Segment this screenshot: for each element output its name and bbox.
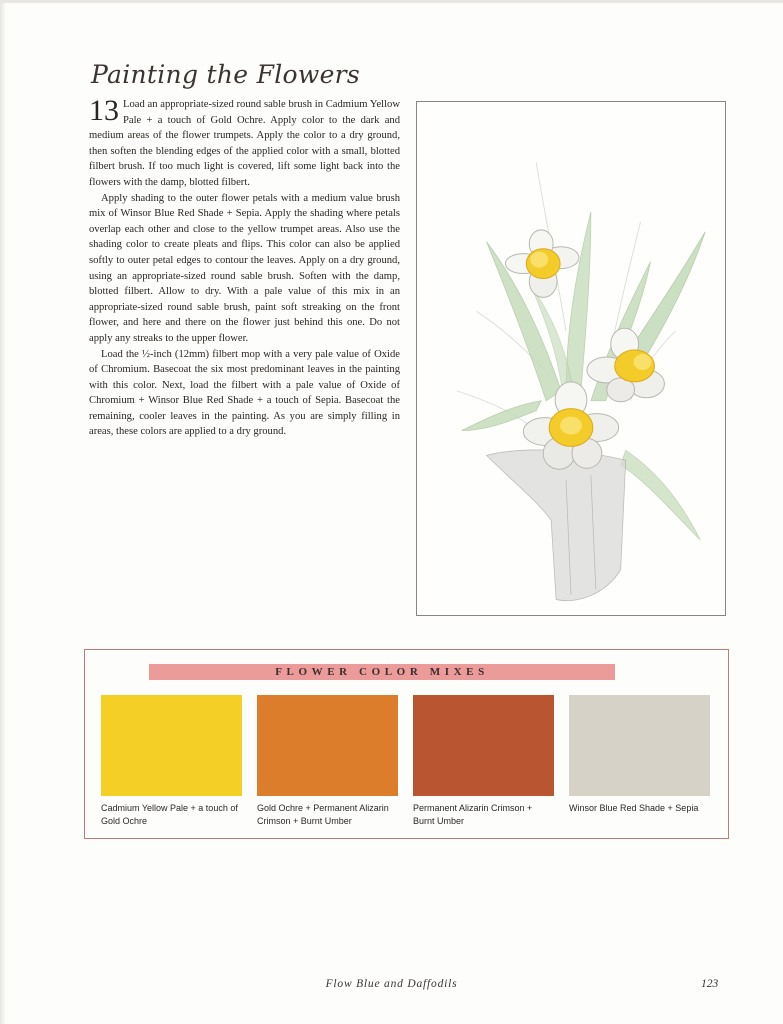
page-number: 123 — [701, 978, 719, 990]
color-mixes-title: FLOWER COLOR MIXES — [149, 664, 615, 680]
section-title: Painting the Flowers — [91, 60, 361, 89]
step-number: 13 — [89, 94, 119, 127]
instruction-text — [89, 94, 400, 440]
swatch-card — [413, 695, 556, 827]
swatch-card — [257, 695, 400, 827]
swatch-label: Cadmium Yellow Pale + a touch of Gold Ochre — [101, 803, 238, 826]
paragraph-1 — [89, 94, 400, 191]
daffodil-painting — [416, 101, 726, 616]
color-swatch — [101, 695, 242, 796]
swatch-card — [101, 695, 244, 827]
swatch-card — [569, 695, 712, 815]
swatch-label: Gold Ochre + Permanent Alizarin Crimson + Burnt Umber — [257, 803, 389, 826]
page-edge-shadow — [0, 0, 6, 1024]
paragraph-2: Apply shading to the outer flower petals with a medium value brush mix of Winsor Blue Red Shade + Sepia. Apply the shading where petals overlap each other and close to the yellow trumpet areas. Also use the shading color to create pleats and flips. This color can also be applied softly to outer petal edges to contour the leaves. Apply on a dry ground, using an appropriate-sized round sable brush. Soften with the damp, blotted filbert. Allow to dry. With a pale value of this mix in an appropriate-sized round sable brush, paint soft streaking on the front flower, and here and there on the flower just behind this one. Do not apply any streaks to the upper flower. — [89, 192, 400, 344]
page-top-edge — [0, 0, 783, 3]
color-swatch — [257, 695, 398, 796]
color-swatch — [569, 695, 710, 796]
running-footer-title: Flow Blue and Daffodils — [325, 978, 458, 990]
paragraph-3: Load the ½-inch (12mm) filbert mop with a very pale value of Oxide of Chromium. Basecoat the six most predominant leaves in the painting with this color. Next, load the filbert with a pale value of Oxide of Chromium + Winsor Blue Red Shade + a touch of Sepia. Basecoat the remaining, cooler leaves in the painting. As you are simply filling in areas, these colors are applied to a dry ground. — [89, 348, 400, 438]
vase — [487, 450, 626, 601]
swatch-label: Permanent Alizarin Crimson + Burnt Umber — [413, 803, 533, 826]
flower-color-mixes-panel — [84, 649, 729, 839]
swatch-label: Winsor Blue Red Shade + Sepia — [569, 803, 699, 813]
color-swatch — [413, 695, 554, 796]
paragraph-1-text: Load an appropriate-sized round sable brush in Cadmium Yellow Pale + a touch of Gold Ochre. Apply color to the dark and medium areas of the flower trumpets. Apply the color to a dry ground, then soften the blending edges of the applied color with a small, blotted filbert brush. If too much light is covered, lift some light back into the flowers with the damp, blotted filbert. — [89, 99, 400, 188]
daffodil-illustration — [417, 102, 725, 615]
